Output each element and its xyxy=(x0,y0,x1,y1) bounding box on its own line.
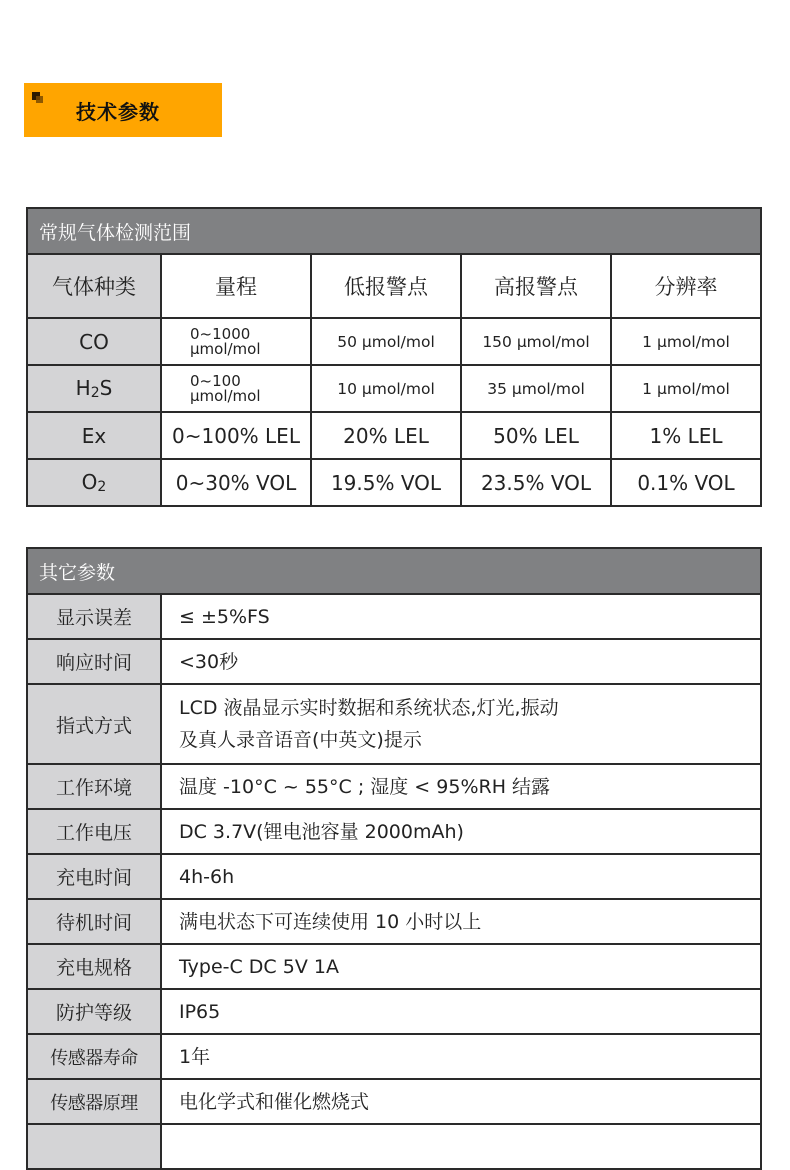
param-label: 响应时间 xyxy=(27,639,161,684)
param-value: 满电状态下可连续使用 10 小时以上 xyxy=(161,899,761,944)
gas-name: Ex xyxy=(27,412,161,459)
table-row xyxy=(27,365,761,412)
range-cell: 0~100 μmol/mol xyxy=(161,365,311,412)
resolution-cell: 1 μmol/mol xyxy=(611,365,761,412)
col-gas-type: 气体种类 xyxy=(27,254,161,318)
high-alarm-cell: 23.5% VOL xyxy=(461,459,611,506)
param-value: 温度 -10°C ~ 55°C ; 湿度 < 95%RH 结露 xyxy=(161,764,761,809)
low-alarm-cell: 50 μmol/mol xyxy=(311,318,461,365)
param-label: 工作电压 xyxy=(27,809,161,854)
param-value: LCD 液晶显示实时数据和系统状态,灯光,振动 及真人录音语音(中英文)提示 xyxy=(161,684,761,764)
param-label xyxy=(27,1124,161,1169)
param-value: Type-C DC 5V 1A xyxy=(161,944,761,989)
table-row xyxy=(27,899,761,944)
param-value: 4h-6h xyxy=(161,854,761,899)
param-value: 1年 xyxy=(161,1034,761,1079)
param-label: 传感器寿命 xyxy=(27,1034,161,1079)
table-row xyxy=(27,412,761,459)
gas-name: O2 xyxy=(27,459,161,506)
section-title: 技术参数 xyxy=(76,100,160,124)
resolution-cell: 1 μmol/mol xyxy=(611,318,761,365)
range-cell: 0~1000 μmol/mol xyxy=(161,318,311,365)
square-bullet-icon xyxy=(32,92,42,102)
other-table-title: 其它参数 xyxy=(27,548,761,594)
param-label: 待机时间 xyxy=(27,899,161,944)
table-row xyxy=(27,594,761,639)
range-cell: 0~30% VOL xyxy=(161,459,311,506)
low-alarm-cell: 10 μmol/mol xyxy=(311,365,461,412)
range-cell: 0~100% LEL xyxy=(161,412,311,459)
col-range: 量程 xyxy=(161,254,311,318)
resolution-cell: 0.1% VOL xyxy=(611,459,761,506)
param-label: 工作环境 xyxy=(27,764,161,809)
param-value: DC 3.7V(锂电池容量 2000mAh) xyxy=(161,809,761,854)
col-low-alarm: 低报警点 xyxy=(311,254,461,318)
table-row xyxy=(27,1079,761,1124)
table-row xyxy=(27,854,761,899)
param-value: <30秒 xyxy=(161,639,761,684)
param-label: 防护等级 xyxy=(27,989,161,1034)
param-label: 传感器原理 xyxy=(27,1079,161,1124)
table-row xyxy=(27,684,761,764)
table-row xyxy=(27,1034,761,1079)
table-row xyxy=(27,764,761,809)
table-row xyxy=(27,1124,761,1169)
table-row xyxy=(27,459,761,506)
gas-name: H2S xyxy=(27,365,161,412)
gas-table-title: 常规气体检测范围 xyxy=(27,208,761,254)
param-label: 显示误差 xyxy=(27,594,161,639)
resolution-cell: 1% LEL xyxy=(611,412,761,459)
table-row xyxy=(27,639,761,684)
gas-detection-table xyxy=(26,207,762,507)
param-label: 充电规格 xyxy=(27,944,161,989)
table-row xyxy=(27,989,761,1034)
low-alarm-cell: 20% LEL xyxy=(311,412,461,459)
high-alarm-cell: 50% LEL xyxy=(461,412,611,459)
table-row xyxy=(27,944,761,989)
table-row xyxy=(27,809,761,854)
column-header-row xyxy=(27,254,761,318)
low-alarm-cell: 19.5% VOL xyxy=(311,459,461,506)
param-value: 电化学式和催化燃烧式 xyxy=(161,1079,761,1124)
high-alarm-cell: 150 μmol/mol xyxy=(461,318,611,365)
high-alarm-cell: 35 μmol/mol xyxy=(461,365,611,412)
table-row xyxy=(27,318,761,365)
col-high-alarm: 高报警点 xyxy=(461,254,611,318)
section-banner xyxy=(24,83,222,137)
param-value: ≤ ±5%FS xyxy=(161,594,761,639)
param-label: 充电时间 xyxy=(27,854,161,899)
param-value: IP65 xyxy=(161,989,761,1034)
other-parameters-table xyxy=(26,547,762,1170)
param-value xyxy=(161,1124,761,1169)
gas-name: CO xyxy=(27,318,161,365)
param-label: 指式方式 xyxy=(27,684,161,764)
col-resolution: 分辨率 xyxy=(611,254,761,318)
